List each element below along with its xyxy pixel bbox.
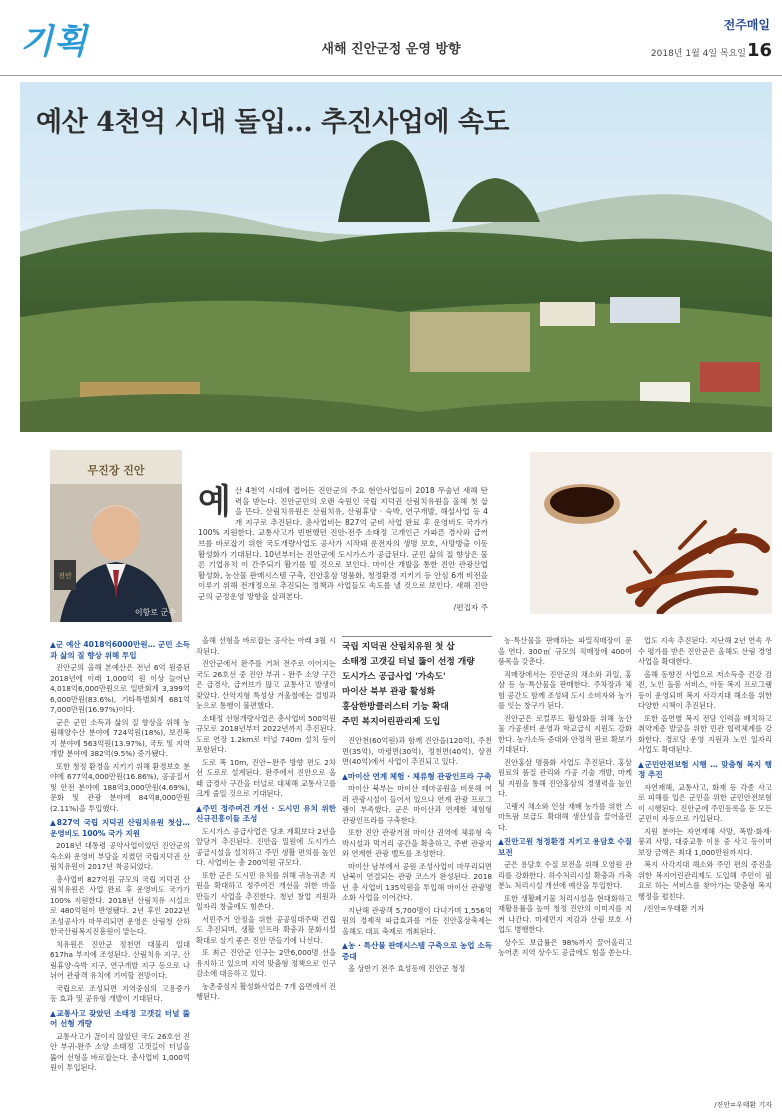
body-column-3 <box>342 736 492 1102</box>
lead-paragraph <box>198 482 488 613</box>
body-paragraph: 도시가스 공급사업은 당초 계획보다 2년을 앞당겨 추진된다. 진안읍 일원에 도시가스 공급시설을 설치하고 주민 생활 편의를 높인다. 사업비는 총 200억원 규모다. <box>196 826 336 867</box>
body-column-5 <box>638 636 772 1096</box>
body-paragraph: 진안군은 로컬푸드 활성화를 위해 농산물 가공센터 운영과 학교급식 지원도 강화한다. 농가소득 증대와 안정적 판로 확보가 기대된다. <box>498 713 632 754</box>
portrait-caption: 이항로 군수 <box>134 608 176 617</box>
body-paragraph: 또한 생활폐기물 처리시설을 현대화하고 재활용률을 높여 청정 진안의 이미지를 지켜 나간다. 미세먼지 저감과 산림 보호 사업도 병행한다. <box>498 893 632 934</box>
summary-headlines <box>342 636 492 730</box>
page-number: 16 <box>746 40 772 61</box>
summary-line: 홍삼한방클러스터 기능 확대 <box>342 702 449 712</box>
section-subheading: ▲군 예산 4018억6000만원… 군민 소득과 삶의 질 향상 위해 투입 <box>50 640 190 660</box>
body-paragraph: 또한 청정 환경을 지키기 위해 환경보호 분야에 677억4,000만원(16.86%), 공공질서 및 안전 분야에 188억3,000만원(4.69%), 문화 및 관광 분야에 84억8,000만원(2.11%)을 투입했다. <box>50 761 190 813</box>
red-ginseng-illustration <box>530 452 772 614</box>
section-subheading: ▲농 · 특산물 판매시스템 구축으로 농업 소득 증대 <box>342 941 492 961</box>
section-subheading: ▲군민안전보험 시행 … 맞춤형 복지 행정 추진 <box>638 759 772 779</box>
reporter-credit: /진안=우태환 기자 <box>714 1101 772 1109</box>
body-paragraph: 복지 사각지대 해소와 주민 편의 증진을 위한 복지어린관리제도 도입해 주민이 필요로 하는 서비스를 찾아가는 맞춤형 복지 행정을 펼친다. <box>638 860 772 901</box>
body-paragraph: 진안군에서 완주를 거쳐 전주로 이어지는 국도 26호선 중 진안 부귀 - 완주 소양 구간은 급경사, 급커브가 많고 교통사고 발생이 잦았다. 산악지형 특성상 겨울철에는 결빙과 눈으로 통행이 불편했다. <box>196 659 336 710</box>
body-paragraph: 교통사고가 끊이지 않았던 국도 26호선 진안 부귀-완주 소양 소태정 고갯길이 터널을 뚫어 선형을 바로잡는다. 총사업비 1,000억원이 투입된다. <box>50 1031 190 1072</box>
body-paragraph: 상수도 보급률은 98%까지 끌어올리고 농어촌 지역 상수도 공급에도 힘을 쏟는다. <box>498 937 632 957</box>
body-paragraph: 총사업비 827억원 규모의 국립 지덕권 산림치유원은 사업 완료 후 운영비도 국가가 100% 지원한다. 2018년 산림치유 시설으로 480억원이 반영됐다. 2년 후인 2022년 조성공사가 마무리되면 운영은 산림청 산하 한국산림복지진흥원이 맡는다. <box>50 874 190 936</box>
body-paragraph: 국립으로 조성되면 지역중심의 고용증가 등 효과 및 공유형 개발이 기대된다. <box>50 983 190 1003</box>
body-column-4 <box>498 636 632 1102</box>
body-paragraph: 도로 폭 10m, 진안~완주 방향 편도 2차선 도로로 설계된다. 완주에서 진안으로 올 때 급경사 구간을 터널로 대체해 교통사고를 크게 줄일 것으로 기대된다. <box>196 757 336 798</box>
body-paragraph: 서민주거 안정을 위한 공공임대주택 건립도 추진되며, 생활 인프라 확충과 문화시설 확대로 살기 좋은 진안 만들기에 나선다. <box>196 914 336 945</box>
body-paragraph: 직매장에서는 진안군의 채소와 과일, 홍삼 등 농·특산물을 판매한다. 주차장과 체험 공간도 함께 조성돼 도시 소비자와 농가를 잇는 창구가 된다. <box>498 669 632 710</box>
summary-line: 국립 지덕권 산림치유원 첫 삽 <box>342 642 455 652</box>
summary-line: 마이산 북부 관광 활성화 <box>342 687 435 697</box>
hero-photo <box>20 82 772 432</box>
mayor-portrait-illustration <box>50 450 182 622</box>
section-logo: 기획 <box>20 22 88 62</box>
editor-note: /편집자 주 <box>453 602 488 612</box>
body-paragraph: 마이산 남부에서 공원 조성사업이 마무리되면 남북이 연결되는 관광 코스가 완성된다. 2018년 총 사업비 135억원을 투입해 마이산 관광명소화 사업을 이어간다. <box>342 861 492 902</box>
summary-line: 도시가스 공급사업 '가속도' <box>342 672 446 682</box>
summary-line: 소태정 고갯길 터널 뚫이 선정 개량 <box>342 657 475 667</box>
body-paragraph: 또한 읍면별 복지 전담 인력을 배치하고 취약계층 발굴을 위한 민관 협력체계를 강화한다. 경로당 운영 지원과 노인 일자리 사업도 확대된다. <box>638 713 772 754</box>
body-paragraph: /진안=우태환 기자 <box>644 904 705 913</box>
summary-line: 주민 복지어린관리제 도입 <box>342 717 441 727</box>
body-paragraph: 또 최근 진안군 인구는 2만6,000명 선을 유지하고 있으며 지역 맞춤형 정책으로 인구 감소에 대응하고 있다. <box>196 948 336 978</box>
red-ginseng-photo <box>530 452 772 614</box>
body-paragraph: 마이산 북부는 마이산 테마공원을 비롯해 여러 관광시설이 들어서 있으나 연계 관광 프로그램이 부족했다. 군은 마이산과 연계한 체험형 관광인프라를 구축한다. <box>342 784 492 825</box>
body-paragraph: 진안천(60억원)과 함께 진안읍(120억), 주천면(35억), 마령면(30억), 정천면(40억), 상전면(40억)에서 사업이 추진되고 있다. <box>342 736 492 766</box>
lead-text: 산 4천억 시대에 접어든 진안군의 주요 현안사업들이 2018 무술년 새해 탄력을 받는다. 진안군민의 오랜 숙원인 국립 지덕권 산림치유원을 올해 첫 삽을 뜬다. 산림치유원은 산림치유, 산림휴양 · 숙박, 연구개발, 해설사업 등 4개 지구로 추진된다. 총사업비는 827억 군비 사업 완료 후 운영비도 국가가 100% 지원한다. 교통사고가 빈번했던 진안-전주 소태정 고개인근 가파른 경사와 급커브를 바로잡기 위한 국도개량사업도 공사가 시작돼 운전자의 생명 보호, 사망방출 이동 활성화가 기대된다. 10년부터는 진안군에 도시가스가 공급된다. 군민 삶의 질 향상은 물론 기업유치 이 간주되기 활기를 띨 것으로 보인다. 마이산 개발을 통한 진안 관광산업 활성화, 농산물 판매시스템 구축, 진안홍삼 명품화, 청정환경 지키기 등 안심 6개 비전을 이루기 위해 전개정으로 추진되는 정책과 사업들도 속도를 낼 것으로 보인다. 새해 진안군의 군정운영 방향을 살펴본다. <box>198 486 488 601</box>
body-paragraph: 지원 분야는 자연재해 사망, 폭발·화재·붕괴 사망, 대중교통 이용 중 사고 등이며 보장 금액은 최대 1,000만원까지다. <box>638 826 772 857</box>
body-paragraph: 농·특산물을 판매하는 파밀직매장이 문을 연다. 300㎡ 규모의 직매장에 400여 품목을 갖춘다. <box>498 636 632 666</box>
body-column-1 <box>50 636 190 1102</box>
section-subheading: ▲827억 국립 지덕권 산림치유원 첫삽… 운영비도 100% 국가 지원 <box>50 818 190 838</box>
section-subheading: ▲교통사고 잦았던 소태정 고갯길 터널 뚫어 선형 개량 <box>50 1008 190 1028</box>
section-subheading: ▲진안고원 청정환경 지키고 용담호 수질 보전 <box>498 837 632 857</box>
body-paragraph: 올해 선형을 바로잡는 공사는 아래 3월 시작된다. <box>196 636 336 656</box>
body-paragraph: 올 상반기 전주 효성동에 진안군 청정 <box>348 964 466 973</box>
body-paragraph: 군은 용담호 수질 보전을 위해 오염원 관리를 강화한다. 하수처리시설 확충과 가축분뇨 처리시설 개선에 예산을 투입한다. <box>498 860 632 890</box>
body-paragraph: 또한 진안 관광거점 마이산 권역에 체류형 숙박시설과 먹거리 공간을 확충하고, 주변 관광지와 연계한 관광 벨트를 조성한다. <box>342 828 492 858</box>
body-paragraph: 진안군의 올해 본예산은 전년 6억 원증된 2018년에 이래 1,000억 원 이상 늘어난 4,018억6,000만원으로 일반회계 3,399억6,000만원(83.6%), 기타특별회계 681억7,000만원(16.97%)이다. <box>50 663 190 714</box>
article-headline: 예산 4천억 시대 돌입… 추진사업에 속도 <box>36 107 510 138</box>
page-title: 새해 진안군정 운영 방향 <box>321 42 461 57</box>
body-paragraph: 소태정 선형개량사업은 총사업비 500억원 규모로 2018년부터 2022년까지 추진된다. 도로 연장 1.2km로 터널 740m 설치 등이 포함된다. <box>196 713 336 754</box>
body-paragraph: 치유원은 진안군 정천면 대불리 일대 617ha 부지에 조성된다. 산림치유 지구, 산림휴양·숙박 지구, 연구개발 지구 등으로 나뉘어 관광객 유치에 기여할 전망이다. <box>50 939 190 980</box>
section-subheading: ▲주민 정주여건 개선 · 도시민 유치 위한 신규진흥이들 조성 <box>196 803 336 823</box>
body-paragraph: 또한 군은 도시민 유치를 위해 귀농귀촌 지원을 확대하고 정주여건 개선을 위한 마을 만들기 사업을 추진한다. 청년 창업 지원과 일자리 창출에도 힘쓴다. <box>196 870 336 911</box>
drop-cap: 예 <box>198 482 231 522</box>
body-paragraph: 올해 동향진 사업으로 저소득층 건강 검진, 노인 돌봄 서비스, 아동 복지 프로그램 등이 운영되며 복지 사각지대 해소를 위한 다양한 시책이 추진된다. <box>638 669 772 710</box>
body-paragraph: 자연재해, 교통사고, 화재 등 각종 사고로 피해를 입은 군민을 위한 군민안전보험이 시행된다. 진안군에 주민등록을 둔 모든 군민이 자동으로 가입된다. <box>638 782 772 823</box>
portrait-photo <box>50 450 182 622</box>
body-paragraph: 농촌중심지 활성화사업은 7개 읍면에서 진행된다. <box>196 981 336 1001</box>
newspaper-name: 전주매일 <box>723 18 770 32</box>
body-paragraph: 고랭지 채소와 인삼 재배 농가를 위한 스마트팜 보급도 확대해 생산성을 끌어올린다. <box>498 801 632 832</box>
portrait-banner: 무진장 진안 <box>87 464 145 477</box>
body-paragraph: 업도 지속 추진된다. 지난해 2년 연속 우수 평가를 받은 진안군은 올해도 산림 경영 사업을 확대한다. <box>638 636 772 666</box>
body-column-2 <box>196 636 336 1102</box>
body-paragraph: 지난해 관광객 5,700명이 다녀가며 1,556억원의 경제적 파급효과를 거둔 진안홍삼축제는 올해도 대표 축제로 개최된다. <box>342 905 492 936</box>
issue-date: 2018년 1월 4일 목요일 <box>650 49 746 59</box>
portrait-plaque: 진안 <box>58 572 72 580</box>
body-paragraph: 2018년 대통령 공약사업이었던 진안군의 숙소와 운영비 부담을 지켰던 국립지덕권 산림치유원이 2017년 착공되었다. <box>50 841 190 871</box>
body-paragraph: 군은 군민 소득과 삶의 질 향상을 위해 농림해양수산 분야에 724억원(18%), 보건복지 분야에 563억원(13.97%), 국토 및 지역개발 분야에 382억(9.5%) 증가됐다. <box>50 717 190 758</box>
page-header <box>0 0 782 76</box>
body-paragraph: 진안홍삼 명품화 사업도 추진된다. 홍삼 원료의 품질 관리와 가공 기술 개발, 마케팅 지원을 통해 진안홍삼의 경쟁력을 높인다. <box>498 757 632 798</box>
section-subheading: ▲마이산 연계 체험 · 체류형 관광인프라 구축 <box>342 771 492 781</box>
